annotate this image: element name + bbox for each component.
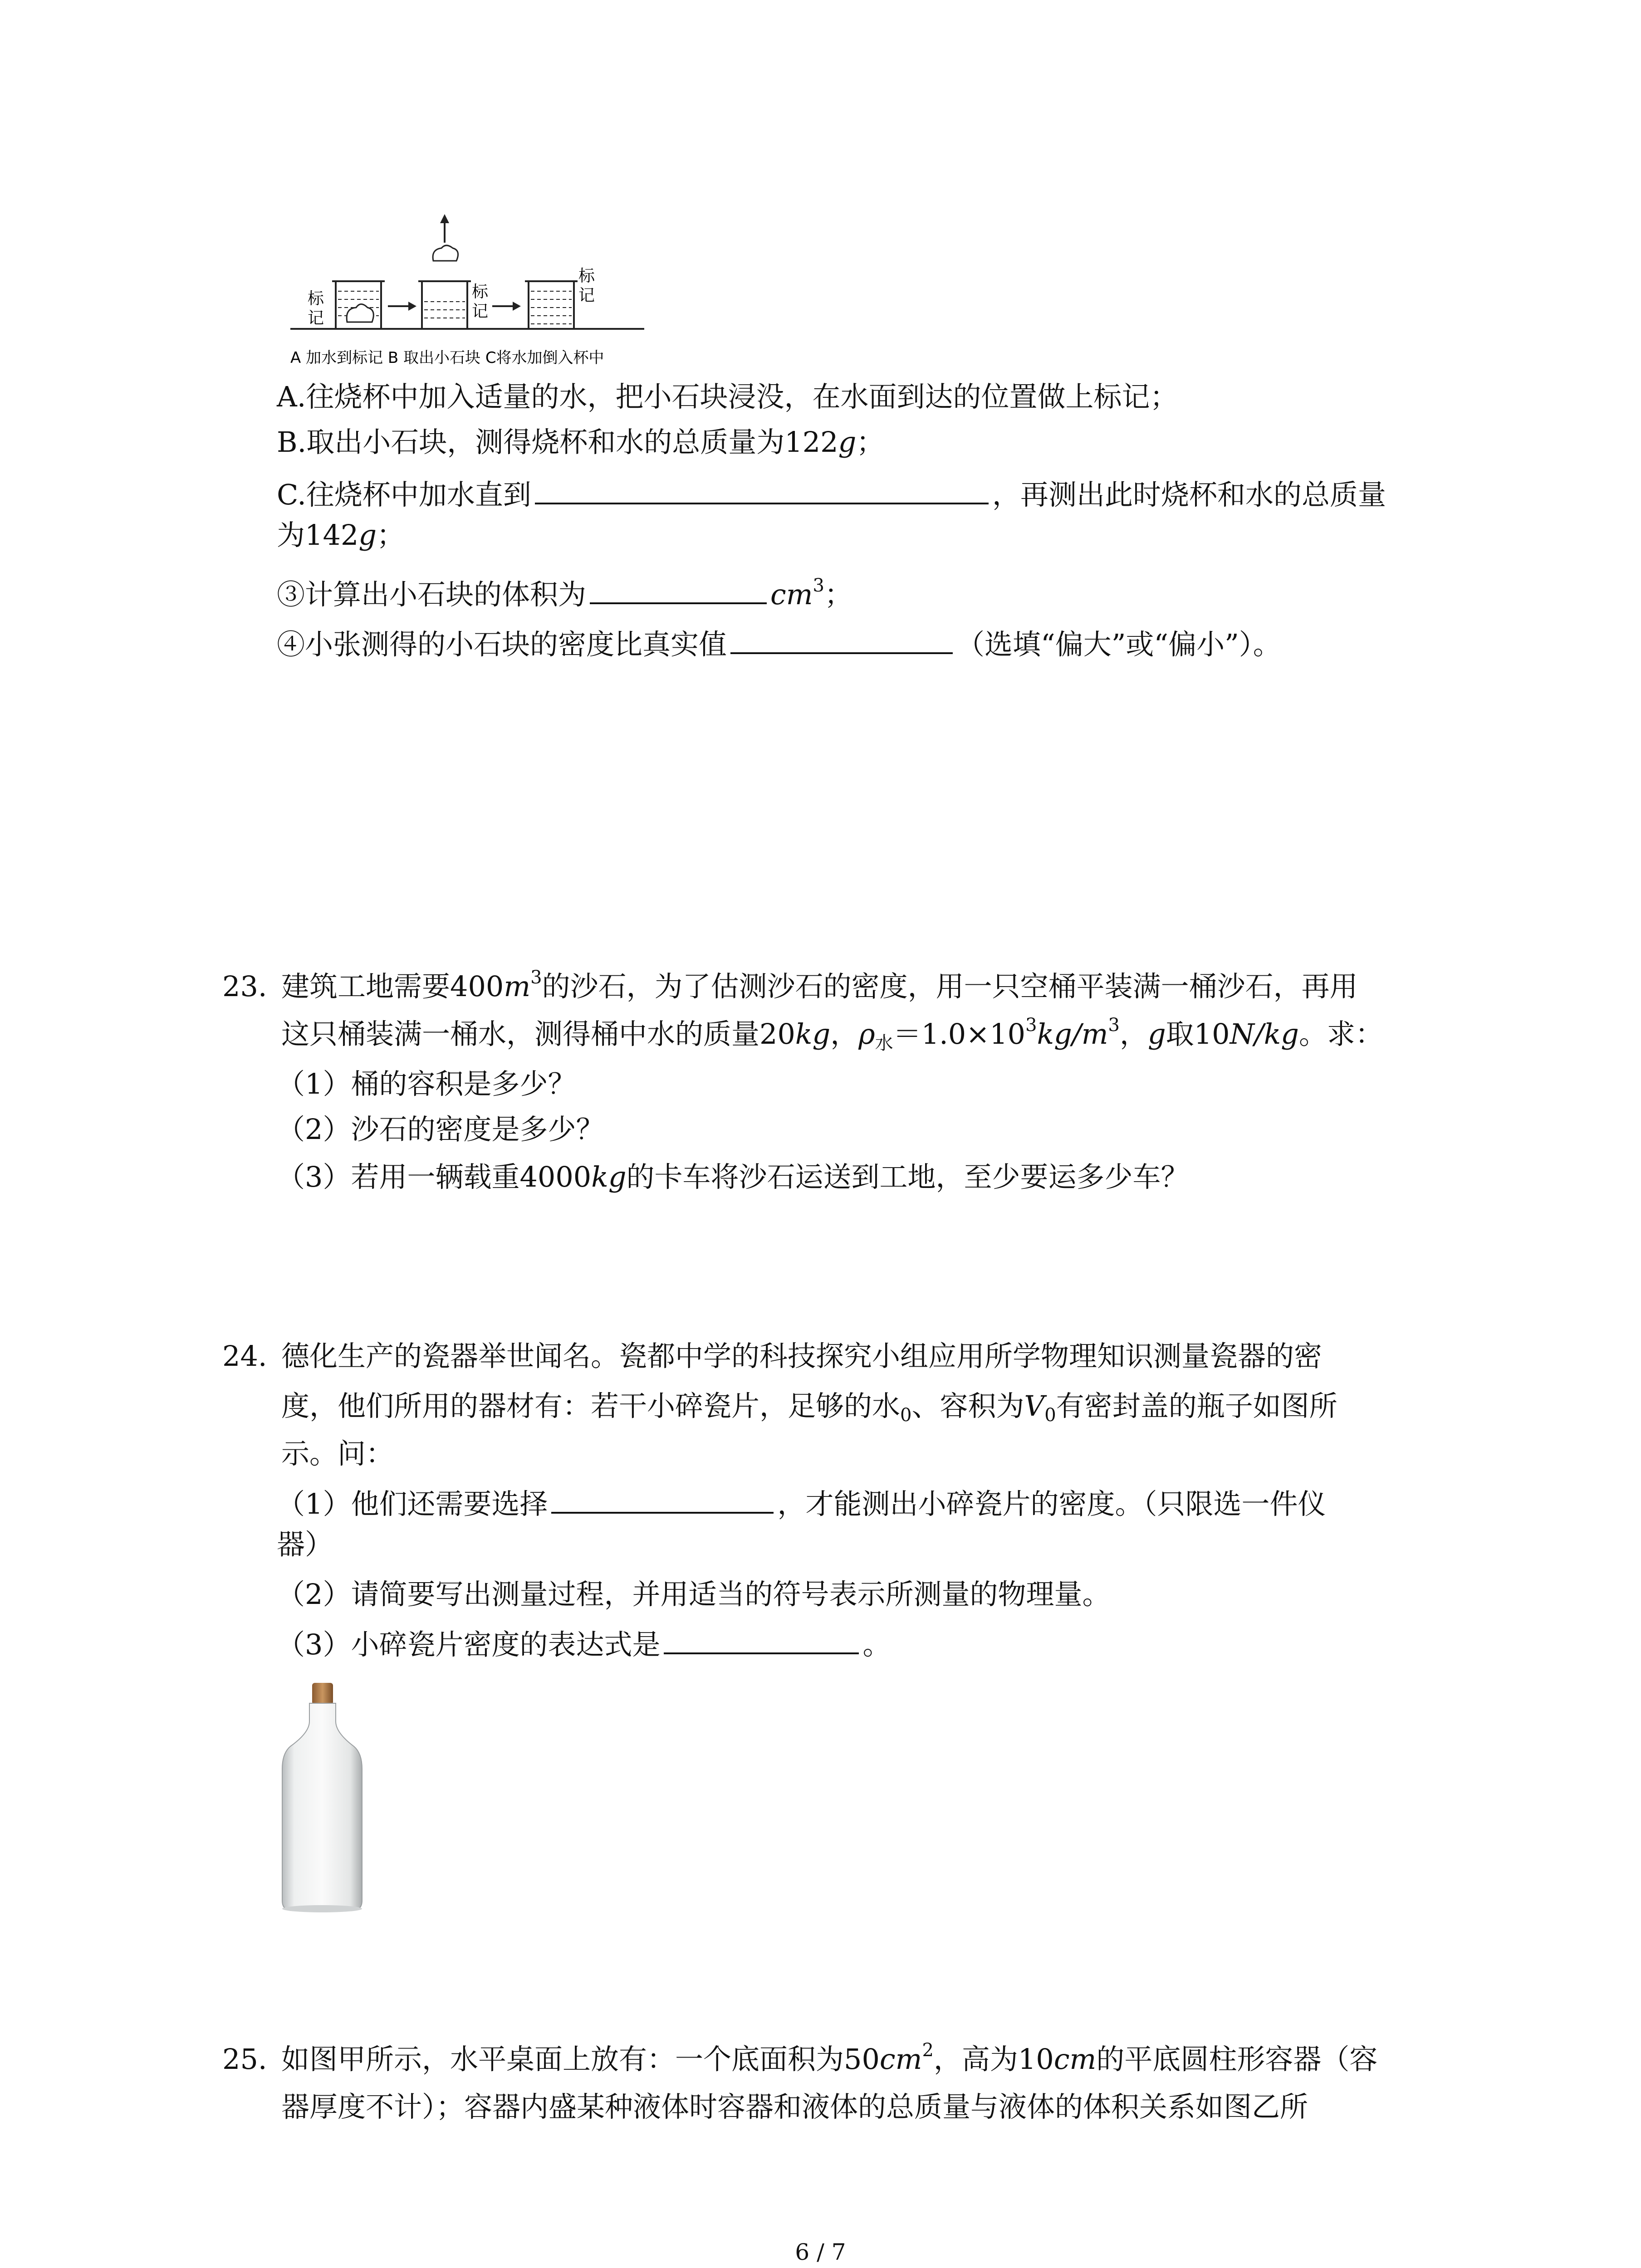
q24-sub-2: （2）请简要写出测量过程，并用适当的符号表示所测量的物理量。 [277,1578,1111,1611]
beaker-c [525,281,578,329]
label-mark-mid-1: 标 [472,283,489,301]
answer-blank-step-c[interactable] [535,472,989,504]
q22-item-3: ③计算出小石块的体积为 $cm^3$； [277,572,852,615]
q23-line-2: 这只桶装满一桶水，测得桶中水的质量20kg，$\rho_水=1.0\times 10^3kg/m^3$，g取10N/kg。求： [281,1015,1384,1054]
q24-line-3: 示。问： [281,1437,394,1470]
q25-line-1: 如图甲所示，水平桌面上放有：一个底面积为$50cm^2$，高为10cm的平底圆柱形容器（容 [281,2040,1378,2076]
beaker-a [332,281,385,329]
glass-bottle-icon [277,1678,367,1914]
q22-step-c: C.往烧杯中加水直到 ，再测出此时烧杯和水的总质量 [277,472,1386,515]
q25-number: 25. [222,2043,267,2076]
q23-number: 23. [222,970,267,1003]
label-mark-right-1: 标 [578,267,595,285]
q23-sub-2: （2）沙石的密度是多少？ [277,1113,604,1146]
label-mark-left-1: 标 [308,289,324,308]
label-mark-left-2: 记 [308,309,324,327]
beaker-sequence-figure [281,213,671,376]
answer-blank-density-bias[interactable] [730,621,953,654]
q24-line-1: 德化生产的瓷器举世闻名。瓷都中学的科技探究小组应用所学物理知识测量瓷器的密 [281,1339,1323,1373]
q22-step-c-line2: 为142g； [277,518,405,552]
q22-step-a: A.往烧杯中加入适量的水，把小石块浸没，在水面到达的位置做上标记； [277,380,1178,413]
q23-line-1: 建筑工地需要$400m^3$的沙石，为了估测沙石的密度，用一只空桶平装满一桶沙石，再用 [281,967,1358,1003]
q25-line-2: 器厚度不计）；容器内盛某种液体时容器和液体的总质量与液体的体积关系如图乙所 [281,2090,1308,2123]
q23-sub-3: （3）若用一辆载重4000kg的卡车将沙石运送到工地，至少要运多少车？ [277,1160,1189,1193]
q23-sub-1: （1）桶的容积是多少？ [277,1067,576,1100]
figure-caption: A 加水到标记 B 取出小石块 C将水加倒入杯中 [290,349,604,367]
q22-step-b: B.取出小石块，测得烧杯和水的总质量为122g； [277,425,885,459]
q24-sub-1-line2: 器） [277,1528,333,1561]
q22-item-4: ④小张测得的小石块的密度比真实值 （选填“偏大”或“偏小”）。 [277,621,1281,665]
q24-number: 24. [222,1339,267,1373]
beaker-b [418,214,471,329]
answer-blank-volume[interactable] [590,572,767,604]
label-mark-right-2: 记 [578,286,595,305]
label-mark-mid-2: 记 [472,302,489,321]
page-number: 6 / 7 [795,2239,846,2265]
q24-sub-1: （1）他们还需要选择 ，才能测出小碎瓷片的密度。（只限选一件仪 [277,1481,1326,1525]
q24-line-2: 度，他们所用的器材有：若干小碎瓷片，足够的水$_0$、容积为$V_0$有密封盖的瓶子如图所 [281,1389,1337,1426]
answer-blank-expression[interactable] [664,1622,859,1654]
q24-sub-3: （3）小碎瓷片密度的表达式是 。 [277,1622,891,1665]
answer-blank-instrument[interactable] [551,1481,774,1514]
